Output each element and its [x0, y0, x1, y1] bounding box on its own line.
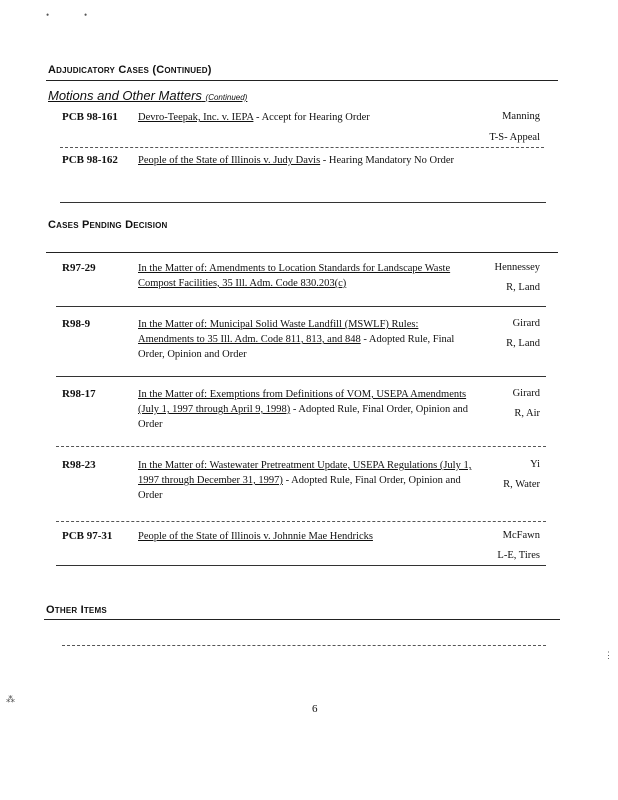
case-number: PCB 98-161: [62, 111, 118, 123]
case-number: PCB 97-31: [62, 530, 113, 542]
case-type: T-S- Appeal: [489, 132, 540, 143]
case-description: [138, 529, 473, 544]
case-description: [138, 153, 463, 168]
case-description: [138, 317, 473, 362]
case-title: In the Matter of: Wastewater Pretreatment Update, USEPA Regulations (July 1, 1997 through December 31, 1997): [138, 460, 472, 486]
board-member: Girard: [512, 388, 540, 399]
case-type: R, Land: [506, 338, 540, 349]
case-type: R, Air: [514, 408, 540, 419]
board-member: McFawn: [502, 530, 540, 541]
case-number: PCB 98-162: [62, 154, 118, 166]
board-member: Manning: [502, 111, 540, 122]
row-rule: [56, 565, 546, 566]
section-rule: [46, 252, 558, 253]
section-heading-pending: Cases Pending Decision: [48, 219, 168, 231]
section-title: Adjudicatory Cases: [48, 64, 150, 76]
case-number: R98-23: [62, 459, 96, 471]
section-heading-adjudicatory: [48, 64, 212, 76]
scan-mark: ⋮: [604, 650, 613, 660]
row-rule: [56, 521, 546, 522]
case-action: - Adopted Rule, Final Order, Opinion and Order: [138, 475, 461, 501]
case-title: Devro-Teepak, Inc. v. IEPA: [138, 112, 254, 123]
row-rule: [56, 306, 546, 307]
case-description: [138, 458, 473, 503]
section-suffix: (Continued): [152, 64, 212, 76]
section-rule: [46, 80, 558, 81]
case-number: R97-29: [62, 262, 96, 274]
case-title: People of the State of Illinois v. Judy Davis: [138, 155, 321, 166]
row-rule: [56, 446, 546, 447]
board-member: Girard: [512, 318, 540, 329]
subsection-suffix: (Continued): [205, 93, 248, 102]
board-member: Hennessey: [494, 262, 540, 273]
case-action: - Accept for Hearing Order: [253, 112, 370, 123]
case-title: In the Matter of: Exemptions from Definitions of VOM, USEPA Amendments (July 1, 1997 through April 9, 1998): [138, 389, 467, 415]
board-member: Yi: [530, 459, 540, 470]
row-rule: [56, 376, 546, 377]
case-title: In the Matter of: Amendments to Location Standards for Landscape Waste Compost Facilities, 35 Ill. Adm. Code 830.203(c): [138, 263, 451, 289]
scan-mark: ⁂: [6, 694, 15, 704]
subsection-heading-motions: [48, 88, 247, 103]
case-action: - Adopted Rule, Final Order, Opinion and Order: [138, 334, 455, 360]
row-rule: [62, 645, 546, 646]
case-description: [138, 110, 438, 125]
row-rule: [60, 147, 544, 148]
case-action: - Adopted Rule, Final Order, Opinion and Order: [138, 404, 469, 430]
case-description: [138, 261, 473, 291]
case-action: - Hearing Mandatory No Order: [320, 155, 455, 166]
case-type: R, Water: [503, 479, 540, 490]
case-title: In the Matter of: Municipal Solid Waste Landfill (MSWLF) Rules: Amendments to 35 Ill. Adm. Code 811, 813, and 848: [138, 319, 419, 345]
case-type: R, Land: [506, 282, 540, 293]
case-number: R98-9: [62, 318, 91, 330]
case-title: People of the State of Illinois v. Johnnie Mae Hendricks: [138, 531, 373, 542]
scan-mark: •: [84, 10, 88, 20]
case-description: [138, 387, 473, 432]
section-rule: [44, 619, 560, 620]
case-number: R98-17: [62, 388, 96, 400]
page-number: 6: [312, 703, 318, 715]
case-type: L-E, Tires: [497, 550, 540, 561]
section-heading-other: Other Items: [46, 604, 107, 616]
subsection-title: Motions and Other Matters: [48, 88, 202, 103]
row-rule: [60, 202, 546, 203]
scan-mark: •: [46, 10, 50, 20]
